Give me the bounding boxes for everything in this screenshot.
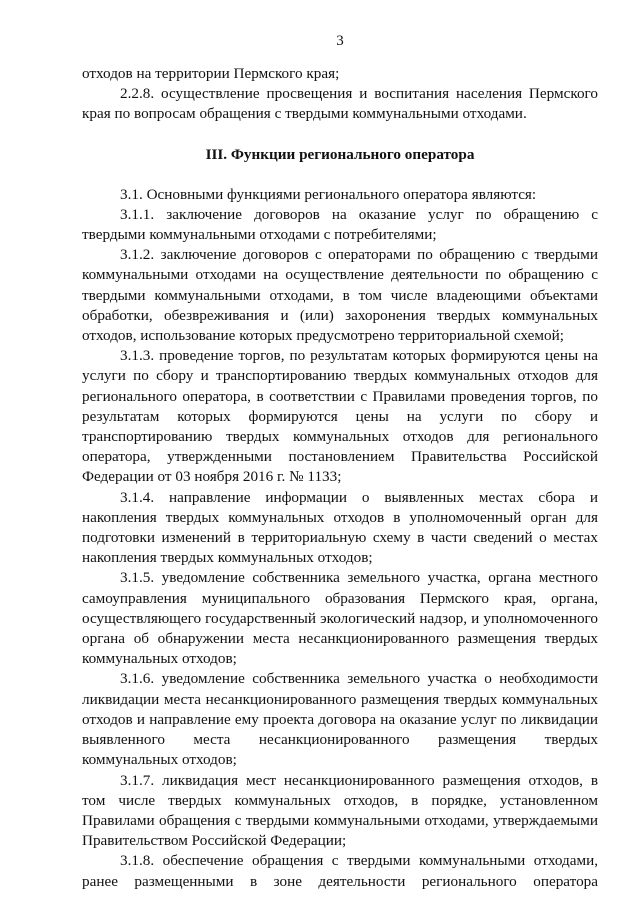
paragraph-3-1-7: 3.1.7. ликвидация мест несанкционированного размещения отходов, в том числе твердых коммунальных отходов, в порядке, установленном Правилами обращения с твердыми коммунальными отходами, утверждаемыми Правительством Российской Федерации;: [82, 771, 598, 850]
paragraph-3-1-8: 3.1.8. обеспечение обращения с твердыми коммунальными отходами, ранее размещенными в зоне деятельности регионального оператора: [82, 852, 598, 890]
paragraph-3-1: 3.1. Основными функциями регионального оператора являются:: [120, 185, 537, 203]
paragraph-3-1-3: 3.1.3. проведение торгов, по результатам которых формируются цены на услуги по сбору и транспортированию твердых коммунальных отходов для регионального оператора, в соответствии с Правилами проведения торгов, по результатам которых формируются цены на услуги по сбору и транспортированию твердых коммунальных отходов для регионального оператора, утвержденными постановлением Правительства Российской Федерации от 03 ноября 2016 г. № 1133;: [82, 347, 598, 486]
document-page: [82, 32, 598, 892]
paragraph-3-1-4: 3.1.4. направление информации о выявленных местах сбора и накопления твердых коммунальных отходов в уполномоченный орган для подготовки изменений в территориальную схему в части сведений о местах накопления твердых коммунальных отходов;: [82, 488, 598, 567]
paragraph-3-1-5: 3.1.5. уведомление собственника земельного участка, органа местного самоуправления муниципального образования Пермского края, органа, осуществляющего государственный экологический надзор, и уполномоченного органа об обнаружении места несанкционированного размещения твердых коммунальных отходов;: [82, 569, 598, 668]
paragraph-continuation: отходов на территории Пермского края;: [82, 65, 340, 82]
page-number: 3: [336, 33, 344, 49]
paragraph-3-1-6: 3.1.6. уведомление собственника земельного участка о необходимости ликвидации места несанкционированного размещения твердых коммунальных отходов и направление ему проекта договора на оказание услуг по ликвидации выявленного места несанкционированного размещения твердых коммунальных отходов;: [82, 670, 598, 769]
paragraph-3-1-1: 3.1.1. заключение договоров на оказание услуг по обращению с твердыми коммунальными отходами с потребителями;: [82, 205, 598, 244]
paragraph-3-1-2: 3.1.2. заключение договоров с операторами по обращению с твердыми коммунальными отходами на осуществление деятельности по обращению с твердыми коммунальными отходами, в том числе владеющими объектами обработки, обезвреживания и (или) захоронения твердых коммунальных отходов, использование которых предусмотрено территориальной схемой;: [82, 246, 598, 345]
paragraph-2-2-8: 2.2.8. осуществление просвещения и воспитания населения Пермского края по вопросам обращения с твердыми коммунальными отходами.: [82, 85, 598, 123]
section-heading: III. Функции регионального оператора: [205, 145, 475, 163]
